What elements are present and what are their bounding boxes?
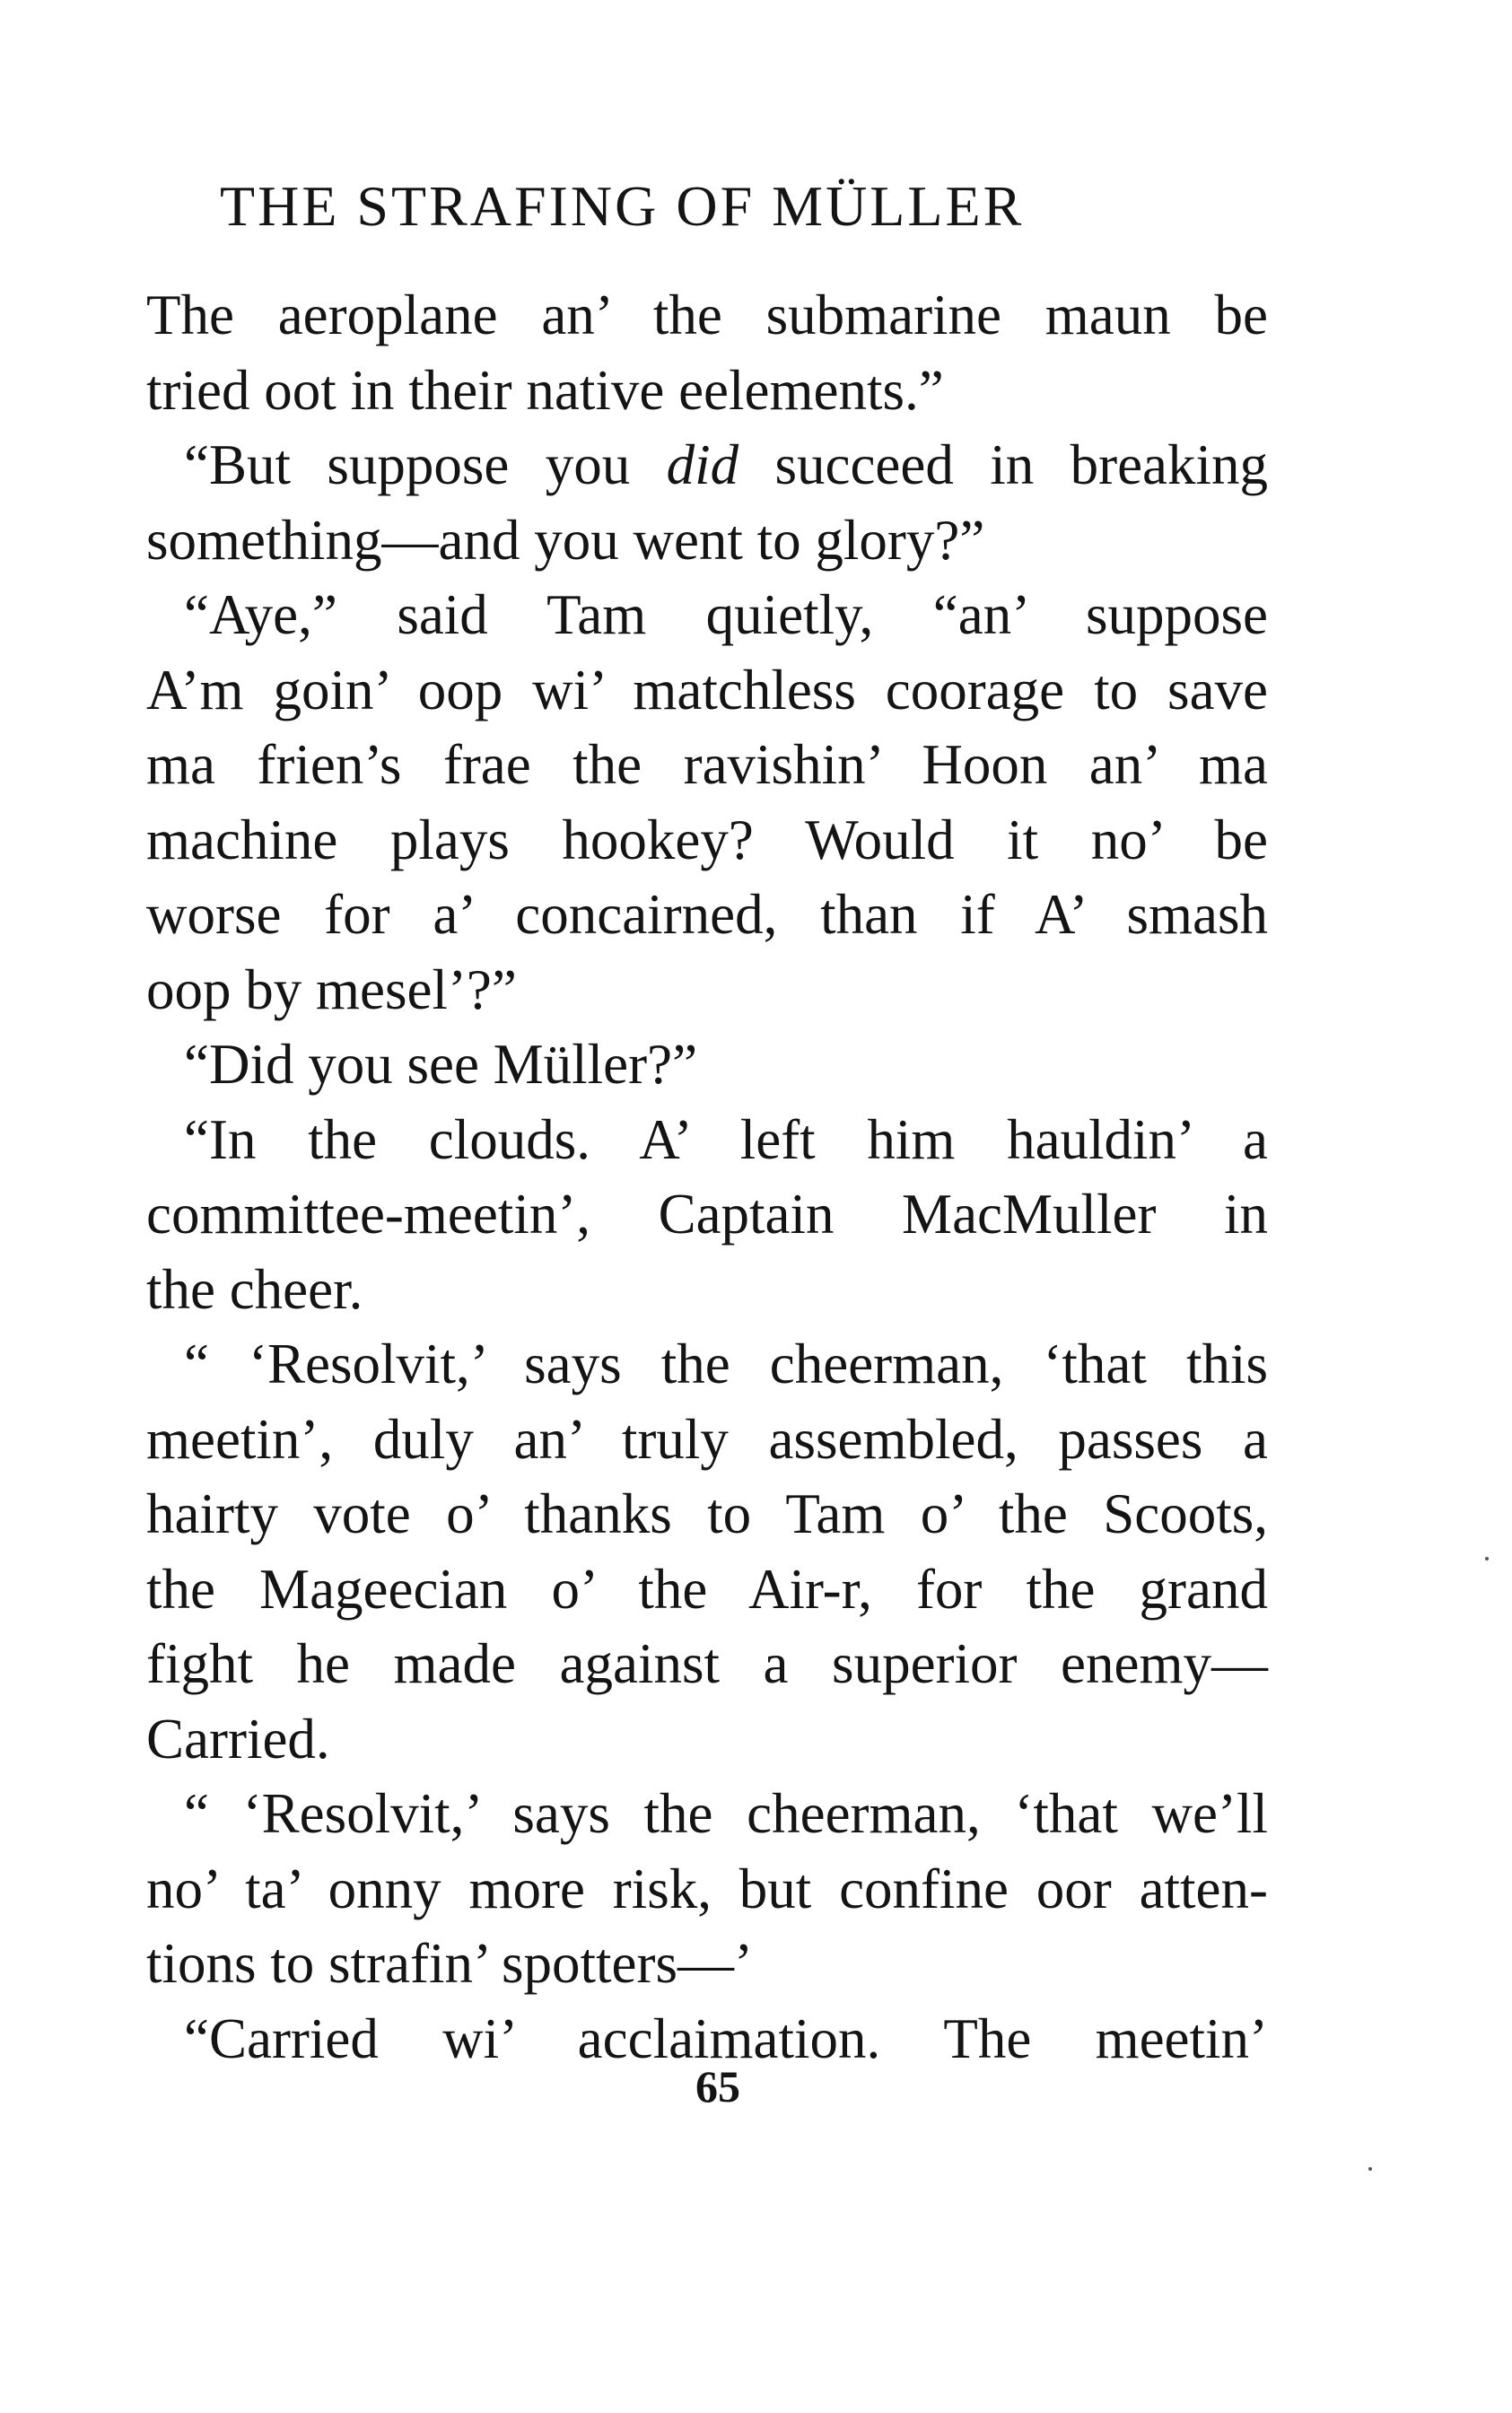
text-line: committee-meetin’, Captain MacMuller in [146,1183,1268,1246]
text-line: Carried. [146,1707,330,1770]
text-line: “ ‘Resolvit,’ says the cheerman, ‘that we’ll [184,1782,1268,1845]
text-line: “Carried wi’ acclaimation. The meetin’ [184,2006,1268,2070]
text-line: “Did you see Müller?” [184,1033,698,1096]
text-segment: succeed in breaking [739,433,1268,496]
running-title: THE STRAFING OF MÜLLER [220,174,1025,238]
text-line: ma frien’s frae the ravishin’ Hoon an’ ma [146,733,1268,796]
body-text [146,278,1268,2076]
text-line: worse for a’ concairned, than if A’ smash [146,883,1268,946]
text-line: the cheer. [146,1257,363,1321]
page-number: 65 [695,2061,740,2111]
text-segment: “But suppose you [184,433,667,496]
text-line: tions to strafin’ spotters—’ [146,1932,753,1995]
text-line: tried oot in their native eelements.” [146,358,944,422]
text-line: meetin’, duly an’ truly assembled, passes a [146,1407,1268,1471]
scan-speck [1368,2167,1372,2171]
text-line: The aeroplane an’ the submarine maun be [146,284,1268,346]
text-line: “ ‘Resolvit,’ says the cheerman, ‘that this [184,1333,1268,1395]
text-line: machine plays hookey? Would it no’ be [146,808,1268,871]
text-line: something—and you went to glory?” [146,508,985,572]
text-line: the Mageecian o’ the Air-r, for the grand [146,1557,1268,1621]
scan-speck [1485,1557,1489,1561]
text-line: A’m goin’ oop wi’ matchless coorage to save [146,658,1268,721]
emphasis-text: did [666,433,739,496]
text-line: fight he made against a superior enemy— [146,1632,1268,1695]
text-line: “In the clouds. A’ left him hauldin’ a [184,1107,1268,1171]
text-line: no’ ta’ onny more risk, but confine oor atten- [146,1857,1268,1920]
text-line: oop by mesel’?” [146,957,517,1021]
text-line: “Aye,” said Tam quietly, “an’ suppose [184,583,1268,646]
text-line [146,428,1268,503]
text-line: hairty vote o’ thanks to Tam o’ the Scoots, [146,1482,1268,1545]
